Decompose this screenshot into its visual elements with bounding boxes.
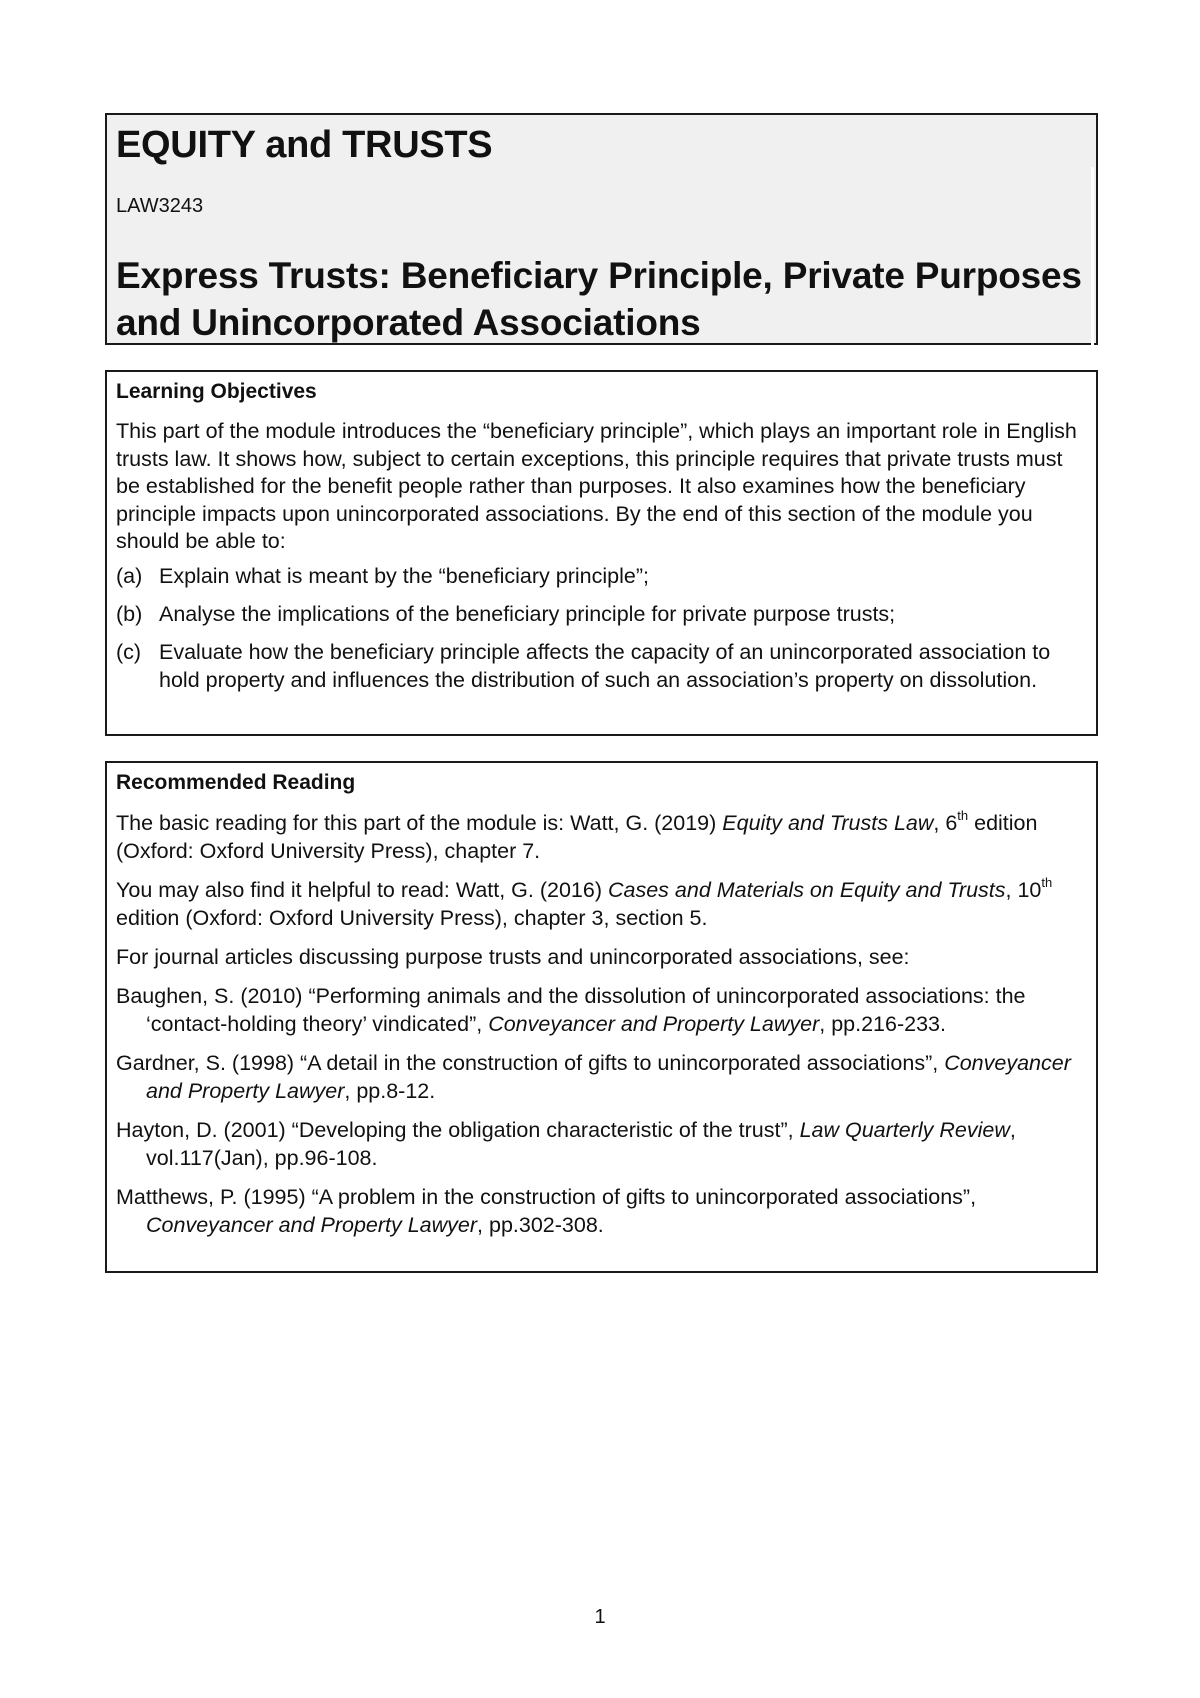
objective-marker: (a) — [116, 563, 143, 588]
recommended-reading-heading: Recommended Reading — [116, 771, 356, 794]
title-box-rule — [1091, 167, 1094, 357]
basic-reading-sup: th — [957, 807, 969, 823]
reference-journal: Conveyancer and Property Lawyer — [146, 1213, 478, 1237]
basic-reading-mid: , 6 — [933, 811, 958, 835]
recommended-reading-box — [105, 761, 1098, 1273]
reference-pages: , pp.302-308. — [477, 1213, 604, 1237]
topic-title: Express Trusts: Beneficiary Principle, Private Purposes and Unincorporated Associations — [116, 255, 1082, 343]
additional-reading-title: Cases and Materials on Equity and Trusts — [607, 878, 1006, 902]
reference-journal: Conveyancer and Property Lawyer — [146, 1051, 1071, 1103]
additional-reading-mid: , 10 — [1005, 878, 1042, 902]
reference-pages: , pp.216-233. — [819, 1012, 946, 1036]
objective-marker: (b) — [116, 601, 143, 626]
course-title: EQUITY and TRUSTS — [116, 124, 493, 166]
reference-main: Baughen, S. (2010) “Performing animals and the dissolution of unincorporated associations: the ‘contact-holding theory’ vindicated”, — [116, 984, 1026, 1036]
reference-item — [116, 1183, 1087, 1239]
learning-objectives-intro: This part of the module introduces the “beneficiary principle”, which plays an important role in English trusts law. It shows how, subject to certain exceptions, this principle requires that private trusts must be established for the benefit people rather than purposes. It also examines how the beneficiary principle impacts upon unincorporated associations. By the end of this section of the module you should be able to: — [116, 419, 1077, 553]
objective-text: Evaluate how the beneficiary principle affects the capacity of an unincorporated association to hold property and influences the distribution of such an association’s property on dissolution. — [159, 639, 1051, 692]
reference-pages: , pp.8-12. — [344, 1079, 436, 1103]
additional-reading-sup: th — [1041, 874, 1053, 890]
journal-intro: For journal articles discussing purpose trusts and unincorporated associations, see: — [116, 945, 910, 969]
additional-reading — [116, 876, 1087, 932]
objectives-list — [116, 562, 1087, 694]
objective-text: Explain what is meant by the “beneficiary principle”; — [159, 563, 649, 588]
reference-journal: Law Quarterly Review — [799, 1118, 1010, 1142]
page-number: 1 — [594, 1606, 606, 1628]
objective-item — [116, 600, 1087, 628]
basic-reading-title: Equity and Trusts Law — [722, 811, 934, 835]
reference-pages: , vol.117(Jan), pp.96-108. — [146, 1118, 1016, 1170]
basic-reading — [116, 809, 1087, 865]
additional-reading-suffix: edition (Oxford: Oxford University Press), chapter 3, section 5. — [116, 906, 708, 930]
reference-journal: Conveyancer and Property Lawyer — [488, 1012, 820, 1036]
objective-marker: (c) — [116, 639, 142, 664]
objective-item — [116, 638, 1087, 694]
reference-item — [116, 1049, 1087, 1105]
learning-objectives-heading: Learning Objectives — [116, 380, 317, 403]
course-code: LAW3243 — [116, 195, 204, 217]
basic-reading-prefix: The basic reading for this part of the module is: Watt, G. (2019) — [116, 811, 723, 835]
learning-objectives-box — [105, 370, 1098, 736]
additional-reading-prefix: You may also find it helpful to read: Watt, G. (2016) — [116, 878, 608, 902]
reference-main: Gardner, S. (1998) “A detail in the construction of gifts to unincorporated associations”, — [116, 1051, 945, 1075]
reference-main: Matthews, P. (1995) “A problem in the construction of gifts to unincorporated associations”, — [116, 1185, 977, 1209]
reference-item — [116, 1116, 1087, 1172]
objective-text: Analyse the implications of the beneficiary principle for private purpose trusts; — [159, 601, 896, 626]
objective-item — [116, 562, 1087, 590]
title-box — [105, 113, 1098, 345]
basic-reading-suffix: edition (Oxford: Oxford University Press), chapter 7. — [116, 811, 1038, 863]
reference-item — [116, 982, 1087, 1038]
reference-main: Hayton, D. (2001) “Developing the obligation characteristic of the trust”, — [116, 1118, 800, 1142]
